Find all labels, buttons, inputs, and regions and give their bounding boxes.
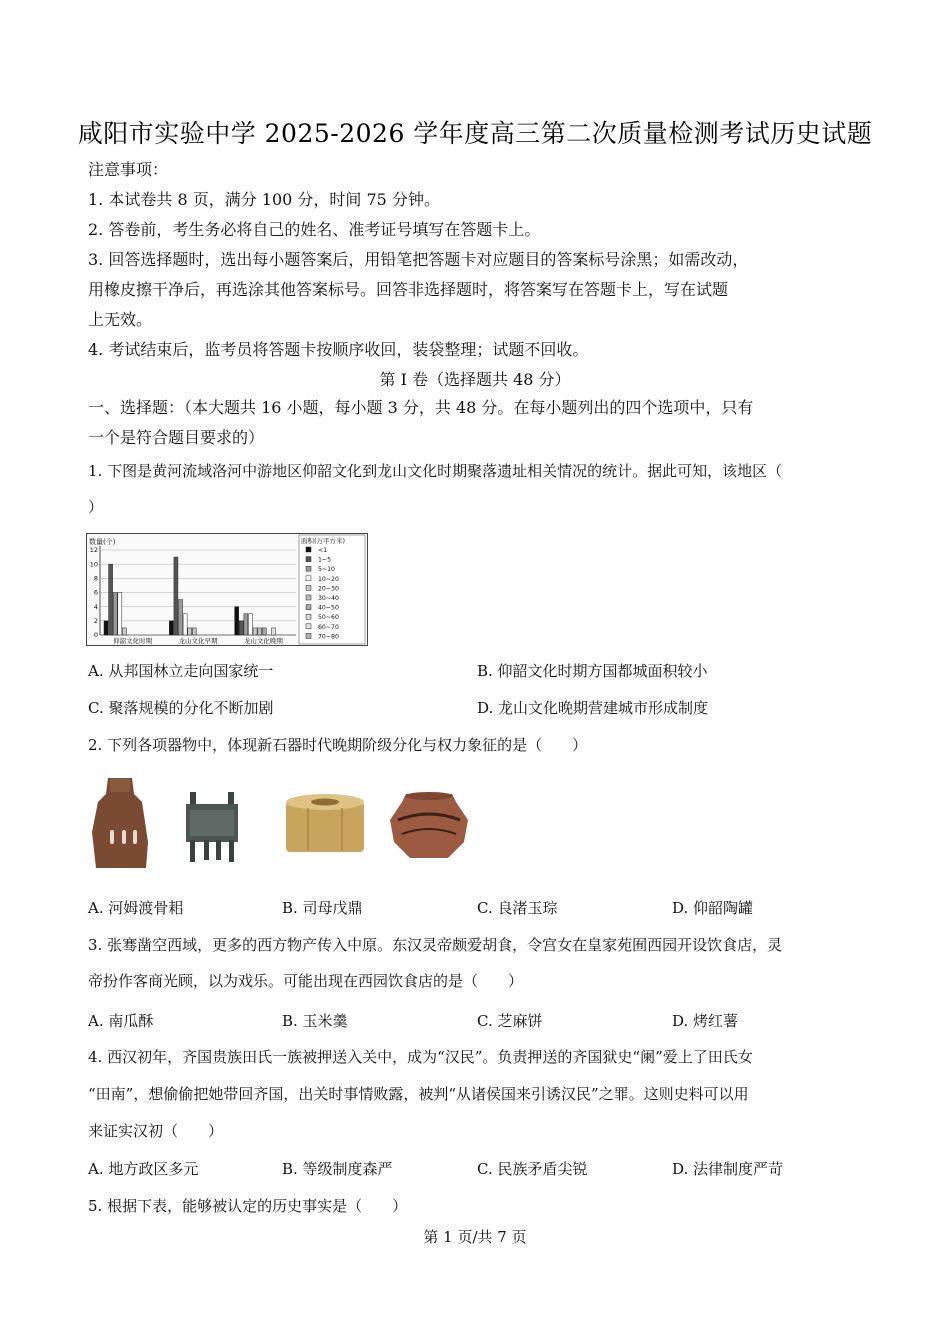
q2-artifacts-svg xyxy=(86,772,476,884)
notes-item-3-end: 上无效。 xyxy=(88,310,153,329)
chart-y-tick-label: 12 xyxy=(89,546,98,555)
chart-legend-swatch xyxy=(306,595,311,600)
chart-y-tick-label: 0 xyxy=(93,631,98,640)
pottery-jar-image xyxy=(390,792,468,858)
chart-x-tick-label: 龙山文化早期 xyxy=(178,637,218,645)
chart-legend-swatch xyxy=(306,614,311,619)
q1-stem: 1. 下图是黄河流域洛河中游地区仰韶文化到龙山文化时期聚落遗址相关情况的统计。据此可知，该地区（ xyxy=(88,462,783,480)
chart-legend-swatch xyxy=(306,605,311,610)
chart-legend-label: 70~80 xyxy=(318,633,339,641)
notes-item-1: 1. 本试卷共 8 页，满分 100 分，时间 75 分钟。 xyxy=(88,190,440,209)
q4-stem-end: 来证实汉初（ ） xyxy=(88,1122,224,1140)
chart-y-tick-label: 10 xyxy=(89,560,98,569)
chart-ylabel: 数量(个) xyxy=(89,538,116,546)
q1-bar-chart xyxy=(86,533,368,646)
chart-legend-swatch xyxy=(306,576,311,581)
chart-bar xyxy=(118,593,122,636)
chart-bar xyxy=(113,593,117,636)
chart-legend-label: 1~5 xyxy=(318,556,332,564)
q2-stem: 2. 下列各项器物中，体现新石器时代晚期阶级分化与权力象征的是（ ） xyxy=(88,736,588,754)
chart-x-tick-label: 仰韶文化时期 xyxy=(113,637,153,645)
q4-option-c[interactable]: C. 民族矛盾尖锐 xyxy=(477,1160,588,1178)
part-intro-cont: 一个是符合题目要求的） xyxy=(88,428,265,447)
q4-option-d[interactable]: D. 法律制度严苛 xyxy=(672,1160,784,1178)
q3-option-c[interactable]: C. 芝麻饼 xyxy=(477,1012,543,1030)
q2-option-b[interactable]: B. 司母戊鼎 xyxy=(282,899,363,917)
q2-option-d[interactable]: D. 仰韶陶罐 xyxy=(672,899,754,917)
q4-stem: 4. 西汉初年，齐国贵族田氏一族被押送入关中，成为“汉民”。负责押送的齐国狱史“阑”爱上了田氏女 xyxy=(88,1048,753,1066)
chart-bar xyxy=(244,614,248,635)
chart-y-tick-label: 6 xyxy=(93,588,98,597)
chart-bar xyxy=(109,564,113,635)
chart-legend-swatch xyxy=(306,585,311,590)
q2-option-a[interactable]: A. 河姆渡骨耜 xyxy=(88,899,184,917)
q2-artifact-images xyxy=(86,772,476,884)
q1-option-a[interactable]: A. 从邦国林立走向国家统一 xyxy=(88,662,274,680)
chart-bar xyxy=(169,621,173,635)
chart-y-tick-label: 2 xyxy=(93,617,98,626)
chart-bar xyxy=(188,628,192,635)
q4-stem-cont: “田南”，想偷偷把她带回齐国，出关时事情败露，被判“从诸侯国来引诱汉民”之罪。这则史料可以用 xyxy=(88,1085,749,1103)
chart-legend-swatch xyxy=(306,566,311,571)
chart-y-tick-label: 4 xyxy=(93,602,98,611)
q1-chart xyxy=(86,533,368,646)
notes-item-3-cont: 用橡皮擦干净后，再选涂其他答案标号。回答非选择题时，将答案写在答题卡上，写在试题 xyxy=(88,280,729,299)
part-intro: 一、选择题：（本大题共 16 小题，每小题 3 分，共 48 分。在每小题列出的四个选项中，只有 xyxy=(88,398,754,417)
chart-legend-label: 20~30 xyxy=(318,585,339,593)
notes-item-3: 3. 回答选择题时，选出每小题答案后，用铅笔把答题卡对应题目的答案标号涂黑；如需改动， xyxy=(88,250,749,269)
chart-bar xyxy=(258,628,262,635)
chart-legend-label: 5~10 xyxy=(318,566,335,574)
chart-bar xyxy=(104,621,108,635)
chart-bar xyxy=(253,628,257,635)
q3-option-d[interactable]: D. 烤红薯 xyxy=(672,1012,739,1030)
chart-x-tick-label: 龙山文化晚期 xyxy=(243,637,283,645)
exam-title: 咸阳市实验中学 2025-2026 学年度高三第二次质量检测考试历史试题 xyxy=(77,119,873,148)
q2-option-c[interactable]: C. 良渚玉琮 xyxy=(477,899,558,917)
q4-option-b[interactable]: B. 等级制度森严 xyxy=(282,1160,393,1178)
notes-heading: 注意事项： xyxy=(88,160,169,179)
q5-stem: 5. 根据下表，能够被认定的历史事实是（ ） xyxy=(88,1197,408,1215)
q4-option-a[interactable]: A. 地方政区多元 xyxy=(88,1160,199,1178)
chart-bar xyxy=(183,614,187,635)
q3-stem: 3. 张骞凿空西域，更多的西方物产传入中原。东汉灵帝颇爱胡食，令宫女在皇家苑囿西园开设饮食店，灵 xyxy=(88,936,783,954)
chart-legend-swatch xyxy=(306,557,311,562)
q3-option-a[interactable]: A. 南瓜酥 xyxy=(88,1012,154,1030)
bronze-ding-image xyxy=(186,792,238,862)
notes-item-4: 4. 考试结束后，监考员将答题卡按顺序收回，装袋整理；试题不回收。 xyxy=(88,340,589,359)
notes-item-2: 2. 答卷前，考生务必将自己的姓名、准考证号填写在答题卡上。 xyxy=(88,220,541,239)
chart-legend-swatch xyxy=(306,547,311,552)
chart-bar xyxy=(235,607,239,635)
q1-option-b[interactable]: B. 仰韶文化时期方国都城面积较小 xyxy=(477,662,708,680)
chart-legend-title: 面积(万平方米) xyxy=(301,537,346,545)
chart-bar xyxy=(179,600,183,635)
chart-bar xyxy=(262,628,266,635)
chart-legend-label: 10~20 xyxy=(318,575,339,583)
chart-legend-swatch xyxy=(306,624,311,629)
jade-cong-image xyxy=(286,794,364,852)
chart-bar xyxy=(239,621,243,635)
q1-option-d[interactable]: D. 龙山文化晚期营建城市形成制度 xyxy=(477,699,709,717)
chart-y-tick-label: 8 xyxy=(93,574,98,583)
chart-legend-swatch xyxy=(306,633,311,638)
chart-bar xyxy=(122,628,126,635)
chart-bar xyxy=(248,614,252,635)
chart-bar xyxy=(174,557,178,635)
q3-stem-cont: 帝扮作客商光顾，以为戏乐。可能出现在西园饮食店的是（ ） xyxy=(88,972,524,990)
chart-legend-label: 30~40 xyxy=(318,595,339,602)
chart-legend-label: 50~60 xyxy=(318,614,339,622)
page-footer: 第 1 页/共 7 页 xyxy=(423,1228,527,1246)
chart-legend-label: 40~50 xyxy=(318,604,339,612)
section-title: 第 I 卷（选择题共 48 分） xyxy=(379,370,571,389)
q3-option-b[interactable]: B. 玉米羹 xyxy=(282,1012,348,1030)
chart-legend-label: <1 xyxy=(318,547,328,554)
chart-bar xyxy=(271,628,275,635)
chart-legend-label: 60~70 xyxy=(318,623,339,631)
chart-bar xyxy=(192,628,196,635)
bone-spade-image xyxy=(92,778,148,868)
q1-stem-end: ） xyxy=(88,498,104,516)
q1-option-c[interactable]: C. 聚落规模的分化不断加剧 xyxy=(88,699,274,717)
